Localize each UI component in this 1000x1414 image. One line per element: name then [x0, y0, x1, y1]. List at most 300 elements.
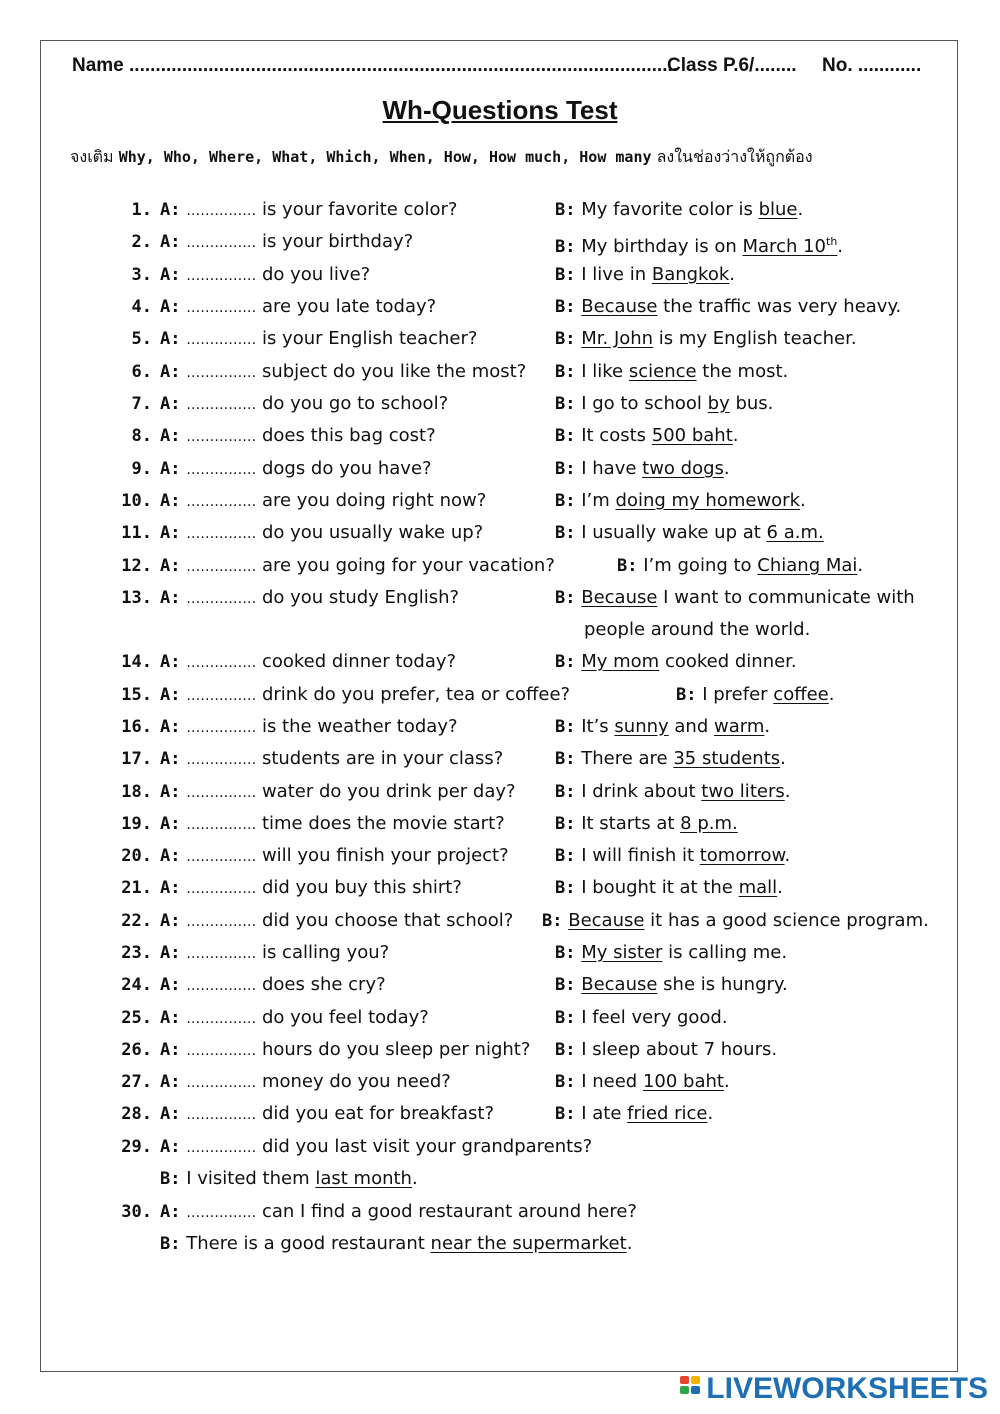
answer-text: . — [857, 555, 864, 576]
instruction-word-list: Why, Who, Where, What, Which, When, How, How much, How many — [118, 148, 652, 166]
question-number: 12. — [121, 556, 152, 576]
speaker-a-label: A: — [160, 265, 181, 285]
speaker-a-label: A: — [160, 1104, 181, 1124]
answer-text: It’s — [581, 716, 615, 737]
answer-blank[interactable]: …………… — [186, 1011, 257, 1027]
answer-blank[interactable]: …………… — [186, 462, 257, 478]
answer-continuation: people around the world. — [584, 619, 811, 640]
speaker-b-label: B: — [555, 237, 576, 257]
underlined-text: coffee — [773, 684, 829, 705]
answer-underlined — [581, 587, 657, 608]
question-a — [160, 683, 570, 708]
answer-underlined — [616, 490, 801, 511]
answer-text: I like — [581, 361, 629, 382]
speaker-b-label: B: — [676, 685, 697, 705]
answer-underlined — [673, 748, 780, 769]
answer-underlined — [581, 651, 659, 672]
answer-b — [555, 650, 797, 674]
question-number: 3. — [131, 265, 152, 285]
answer-blank[interactable]: …………… — [186, 881, 257, 897]
underlined-text: Because — [568, 910, 645, 931]
underlined-text: two dogs — [642, 458, 724, 479]
question-number: 18. — [121, 782, 152, 802]
question-a — [160, 360, 526, 385]
answer-b — [555, 1006, 728, 1030]
question-a — [160, 263, 370, 288]
answer-text: the most. — [696, 361, 789, 382]
answer-underlined — [652, 264, 729, 285]
answer-text: . — [729, 264, 736, 285]
answer-blank[interactable]: …………… — [186, 946, 257, 962]
question-a — [160, 650, 456, 675]
question-a — [160, 1102, 494, 1127]
question-text: did you last visit your grandparents? — [261, 1136, 593, 1157]
question-a — [160, 521, 483, 546]
answer-text: the traffic was very heavy. — [657, 296, 902, 317]
instruction-line — [70, 145, 960, 170]
speaker-a-label: A: — [160, 814, 181, 834]
speaker-a-label: A: — [160, 846, 181, 866]
question-a — [160, 1038, 530, 1063]
answer-text: I usually wake up at — [581, 522, 767, 543]
question-number: 22. — [121, 911, 152, 931]
question-a — [160, 1006, 429, 1031]
speaker-b-label: B: — [555, 394, 576, 414]
question-text: water do you drink per day? — [261, 781, 516, 802]
speaker-a-label: A: — [160, 749, 181, 769]
answer-b — [555, 973, 788, 997]
answer-blank[interactable]: …………… — [186, 1043, 257, 1059]
question-number: 26. — [121, 1040, 152, 1060]
question-a — [160, 812, 505, 837]
speaker-a-label: A: — [160, 491, 181, 511]
underlined-text: 8 p.m. — [680, 813, 738, 834]
answer-blank[interactable]: …………… — [186, 1107, 257, 1123]
question-number: 20. — [121, 846, 152, 866]
answer-text: I ate — [581, 1103, 628, 1124]
answer-text: I bought it at the — [581, 877, 739, 898]
speaker-b-label: B: — [542, 911, 563, 931]
answer-blank[interactable]: …………… — [186, 1205, 257, 1221]
question-a — [160, 327, 477, 352]
answer-text: I visited them — [186, 1168, 316, 1189]
answer-text: There is a good restaurant — [186, 1233, 431, 1254]
question-number: 15. — [121, 685, 152, 705]
answer-b — [555, 1070, 730, 1094]
speaker-b-label: B: — [555, 1072, 576, 1092]
underlined-text: My mom — [581, 651, 660, 672]
answer-blank[interactable]: …………… — [186, 559, 257, 575]
answer-text: . — [707, 1103, 714, 1124]
question-a — [160, 392, 448, 417]
answer-text: and — [668, 716, 714, 737]
answer-text: . — [764, 716, 771, 737]
question-number: 4. — [131, 297, 152, 317]
speaker-b-label: B: — [555, 426, 576, 446]
speaker-b-label: B: — [555, 265, 576, 285]
answer-underlined — [642, 458, 724, 479]
speaker-b-label: B: — [555, 491, 576, 511]
underlined-text: Chiang Mai — [757, 555, 858, 576]
question-a — [160, 489, 486, 514]
underlined-text: Because — [581, 974, 658, 995]
answer-blank[interactable]: …………… — [186, 494, 257, 510]
logo-text: LIVEWORKSHEETS — [706, 1372, 988, 1405]
speaker-b-label: B: — [555, 1040, 576, 1060]
answer-text: . — [780, 748, 786, 769]
answer-underlined — [568, 910, 644, 931]
underlined-text: My sister — [581, 942, 663, 963]
answer-b — [542, 909, 929, 933]
speaker-a-label: A: — [160, 329, 181, 349]
question-text: did you eat for breakfast? — [261, 1103, 494, 1124]
answer-underlined — [629, 361, 697, 382]
question-text: is calling you? — [261, 942, 390, 963]
answer-blank[interactable]: …………… — [186, 203, 257, 219]
answer-text: I need — [581, 1071, 643, 1092]
underlined-text: 35 students — [673, 748, 781, 769]
answer-underlined — [315, 1168, 412, 1189]
question-text: do you feel today? — [261, 1007, 429, 1028]
answer-blank[interactable]: …………… — [186, 268, 257, 284]
speaker-a-label: A: — [160, 1202, 181, 1222]
answer-b — [555, 747, 786, 771]
answer-blank[interactable]: …………… — [186, 526, 257, 542]
answer-text: . — [732, 425, 739, 446]
speaker-a-label: A: — [160, 426, 181, 446]
page-title: Wh-Questions Test — [382, 95, 618, 125]
answer-blank[interactable]: …………… — [186, 688, 257, 704]
question-number: 2. — [131, 232, 152, 252]
speaker-a-label: A: — [160, 1072, 181, 1092]
answer-underlined — [581, 942, 662, 963]
question-text: dogs do you have? — [261, 458, 432, 479]
speaker-a-label: A: — [160, 556, 181, 576]
answer-b — [555, 941, 787, 965]
question-a — [160, 780, 516, 805]
speaker-a-label: A: — [160, 362, 181, 382]
answer-blank[interactable]: …………… — [186, 817, 257, 833]
name-field[interactable]: Name ........................................................................................................ — [72, 55, 679, 76]
instruction-suffix: ลงในช่องว่างให้ถูกต้อง — [656, 147, 813, 166]
question-text: cooked dinner today? — [261, 651, 457, 672]
answer-blank[interactable]: …………… — [186, 655, 257, 671]
answer-underlined: warm — [713, 716, 765, 737]
speaker-a-label: A: — [160, 394, 181, 414]
answer-blank[interactable]: …………… — [186, 849, 257, 865]
speaker-a-label: A: — [160, 297, 181, 317]
answer-blank[interactable]: …………… — [186, 785, 257, 801]
answer-text: is calling me. — [662, 942, 788, 963]
answer-b — [555, 1038, 777, 1062]
answer-underlined — [581, 296, 657, 317]
underlined-text: blue — [758, 199, 798, 220]
answer-text: . — [828, 684, 835, 705]
speaker-b-label: B: — [555, 814, 576, 834]
speaker-b-label: B: — [555, 943, 576, 963]
speaker-b-label: B: — [555, 523, 576, 543]
answer-underlined — [627, 1103, 707, 1124]
answer-underlined — [708, 393, 730, 414]
underlined-text: 500 baht — [651, 425, 733, 446]
answer-b — [555, 230, 843, 259]
question-number: 17. — [121, 749, 152, 769]
answer-b — [555, 392, 773, 416]
question-text: do you live? — [261, 264, 371, 285]
speaker-b-label: B: — [555, 588, 576, 608]
speaker-b-label: B: — [555, 717, 576, 737]
underlined-text: doing my homework — [615, 490, 801, 511]
logo-icon — [680, 1376, 702, 1402]
answer-b — [160, 1167, 418, 1191]
speaker-a-label: A: — [160, 523, 181, 543]
answer-underlined — [680, 813, 738, 834]
answer-b — [555, 424, 739, 448]
speaker-b-label: B: — [555, 878, 576, 898]
question-number: 25. — [121, 1008, 152, 1028]
answer-b — [617, 554, 863, 578]
answer-text: I feel very good. — [581, 1007, 728, 1028]
question-number: 28. — [121, 1104, 152, 1124]
question-a — [160, 876, 462, 901]
speaker-b-label: B: — [617, 556, 638, 576]
question-text: are you late today? — [261, 296, 437, 317]
instruction-prefix: จงเติม — [70, 147, 114, 166]
question-a — [160, 554, 555, 579]
question-text: is the weather today? — [261, 716, 458, 737]
answer-text: . — [723, 1071, 730, 1092]
answer-blank[interactable]: …………… — [186, 1140, 257, 1156]
question-a — [160, 844, 509, 869]
underlined-text: Mr. John — [581, 328, 654, 349]
answer-text: it has a good science program. — [644, 910, 929, 931]
answer-text: I sleep about 7 hours. — [581, 1039, 778, 1060]
answer-text: I’m — [581, 490, 616, 511]
question-a — [160, 295, 436, 320]
answer-text: is my English teacher. — [653, 328, 857, 349]
answer-b — [555, 780, 790, 804]
answer-text: I have — [581, 458, 643, 479]
answer-text: I want to communicate with — [657, 587, 915, 608]
liveworksheets-logo — [680, 1372, 988, 1406]
answer-text: I live in — [581, 264, 652, 285]
question-number: 1. — [131, 200, 152, 220]
answer-blank[interactable]: …………… — [186, 300, 257, 316]
answer-text: My favorite color is — [581, 199, 759, 220]
answer-text: . — [837, 236, 844, 257]
answer-b — [555, 812, 738, 836]
question-a — [160, 457, 432, 482]
question-a — [160, 941, 389, 966]
question-text: did you buy this shirt? — [261, 877, 462, 898]
speaker-a-label: A: — [160, 943, 181, 963]
question-number: 29. — [121, 1137, 152, 1157]
underlined-text: 6 a.m. — [766, 522, 824, 543]
question-a — [160, 586, 459, 611]
speaker-a-label: A: — [160, 1040, 181, 1060]
question-text: do you usually wake up? — [261, 522, 484, 543]
answer-text: she is hungry. — [657, 974, 788, 995]
answer-b — [555, 489, 806, 513]
answer-b — [555, 327, 857, 351]
speaker-a-label: A: — [160, 717, 181, 737]
answer-text: . — [777, 877, 783, 898]
question-text: did you choose that school? — [261, 910, 514, 931]
question-text: will you finish your project? — [261, 845, 509, 866]
answer-blank[interactable]: …………… — [186, 429, 257, 445]
underlined-text: Because — [581, 587, 658, 608]
answer-underlined — [643, 1071, 724, 1092]
underlined-text: tomorrow — [699, 845, 785, 866]
question-text: do you go to school? — [261, 393, 449, 414]
question-a — [160, 1070, 451, 1095]
answer-b — [555, 295, 901, 319]
question-text: does this bag cost? — [261, 425, 436, 446]
underlined-text: 100 baht — [642, 1071, 724, 1092]
question-number: 8. — [131, 426, 152, 446]
answer-text: . — [797, 199, 804, 220]
answer-text: I drink about — [581, 781, 702, 802]
answer-blank[interactable]: …………… — [186, 978, 257, 994]
question-number: 30. — [121, 1202, 152, 1222]
answer-text: . — [626, 1233, 633, 1254]
answer-b — [160, 1232, 632, 1256]
answer-blank[interactable]: …………… — [186, 332, 257, 348]
answer-text: . — [800, 490, 806, 511]
answer-b — [555, 876, 783, 900]
question-a — [160, 230, 413, 255]
answer-b — [555, 360, 788, 384]
answer-blank[interactable]: …………… — [186, 235, 257, 251]
question-text: is your English teacher? — [261, 328, 478, 349]
answer-underlined — [581, 328, 653, 349]
underlined-text: fried rice — [627, 1103, 708, 1124]
answer-text: . — [411, 1168, 418, 1189]
speaker-a-label: A: — [160, 975, 181, 995]
speaker-a-label: A: — [160, 1137, 181, 1157]
speaker-b-label: B: — [160, 1169, 181, 1189]
question-text: time does the movie start? — [261, 813, 505, 834]
superscript: th — [826, 235, 838, 248]
underlined-text: by — [707, 393, 730, 414]
answer-underlined — [614, 716, 668, 737]
answer-text: . — [784, 781, 791, 802]
underlined-text: science — [628, 361, 697, 382]
speaker-a-label: A: — [160, 588, 181, 608]
speaker-a-label: A: — [160, 459, 181, 479]
question-number: 16. — [121, 717, 152, 737]
question-text: hours do you sleep per night? — [261, 1039, 531, 1060]
answer-b — [555, 586, 915, 610]
answer-text: I’m going to — [643, 555, 758, 576]
question-number: 7. — [131, 394, 152, 414]
class-field[interactable]: Class P.6/........ — [667, 55, 797, 76]
question-a — [160, 424, 436, 449]
question-a — [160, 715, 458, 740]
answer-blank[interactable]: …………… — [186, 591, 257, 607]
speaker-b-label: B: — [555, 362, 576, 382]
answer-text: My birthday is on — [581, 236, 743, 257]
answer-underlined — [759, 199, 798, 220]
underlined-text: near the supermarket — [430, 1233, 627, 1254]
question-text: are you going for your vacation? — [261, 555, 555, 576]
underlined-text: March 10 — [742, 236, 826, 257]
question-text: drink do you prefer, tea or coffee? — [261, 684, 571, 705]
speaker-b-label: B: — [160, 1234, 181, 1254]
underlined-text: last month — [315, 1168, 412, 1189]
question-number: 5. — [131, 329, 152, 349]
answer-underlined — [652, 425, 733, 446]
answer-underlined — [431, 1233, 627, 1254]
question-a — [160, 198, 457, 223]
question-a — [160, 1200, 637, 1225]
answer-text: . — [723, 458, 730, 479]
speaker-b-label: B: — [555, 329, 576, 349]
answer-blank[interactable]: …………… — [186, 720, 257, 736]
answer-underlined — [743, 236, 838, 257]
question-text: are you doing right now? — [261, 490, 487, 511]
question-number: 11. — [121, 523, 152, 543]
answer-underlined — [700, 845, 785, 866]
question-text: is your birthday? — [261, 231, 414, 252]
answer-b — [676, 683, 835, 707]
answer-text: cooked dinner. — [659, 651, 797, 672]
answer-text: I go to school — [581, 393, 708, 414]
answer-text: I prefer — [702, 684, 774, 705]
question-a — [160, 747, 503, 772]
answer-b — [555, 198, 803, 222]
answer-blank[interactable]: …………… — [186, 365, 257, 381]
number-field[interactable]: No. ............ — [822, 55, 922, 76]
question-number: 10. — [121, 491, 152, 511]
question-text: subject do you like the most? — [261, 361, 527, 382]
answer-blank[interactable]: …………… — [186, 752, 257, 768]
question-number: 21. — [121, 878, 152, 898]
question-number: 19. — [121, 814, 152, 834]
answer-text: . — [784, 845, 791, 866]
answer-b — [555, 521, 824, 545]
question-text: does she cry? — [261, 974, 386, 995]
speaker-b-label: B: — [555, 749, 576, 769]
speaker-b-label: B: — [555, 975, 576, 995]
answer-blank[interactable]: …………… — [186, 914, 257, 930]
speaker-a-label: A: — [160, 652, 181, 672]
answer-b — [555, 844, 790, 868]
question-text: can I find a good restaurant around here? — [261, 1201, 637, 1222]
question-text: students are in your class? — [261, 748, 504, 769]
speaker-a-label: A: — [160, 911, 181, 931]
answer-underlined — [701, 781, 784, 802]
answer-blank[interactable]: …………… — [186, 1075, 257, 1091]
answer-underlined — [739, 877, 778, 898]
question-text: is your favorite color? — [261, 199, 458, 220]
question-number: 27. — [121, 1072, 152, 1092]
speaker-a-label: A: — [160, 200, 181, 220]
answer-underlined — [773, 684, 828, 705]
speaker-b-label: B: — [555, 459, 576, 479]
speaker-b-label: B: — [555, 1104, 576, 1124]
underlined-text: Because — [581, 296, 658, 317]
answer-blank[interactable]: …………… — [186, 397, 257, 413]
speaker-b-label: B: — [555, 846, 576, 866]
answer-underlined — [581, 974, 657, 995]
answer-b — [555, 457, 730, 481]
speaker-b-label: B: — [555, 297, 576, 317]
question-text: do you study English? — [261, 587, 460, 608]
student-info-header — [72, 55, 932, 85]
question-number: 24. — [121, 975, 152, 995]
answer-b — [555, 715, 770, 739]
